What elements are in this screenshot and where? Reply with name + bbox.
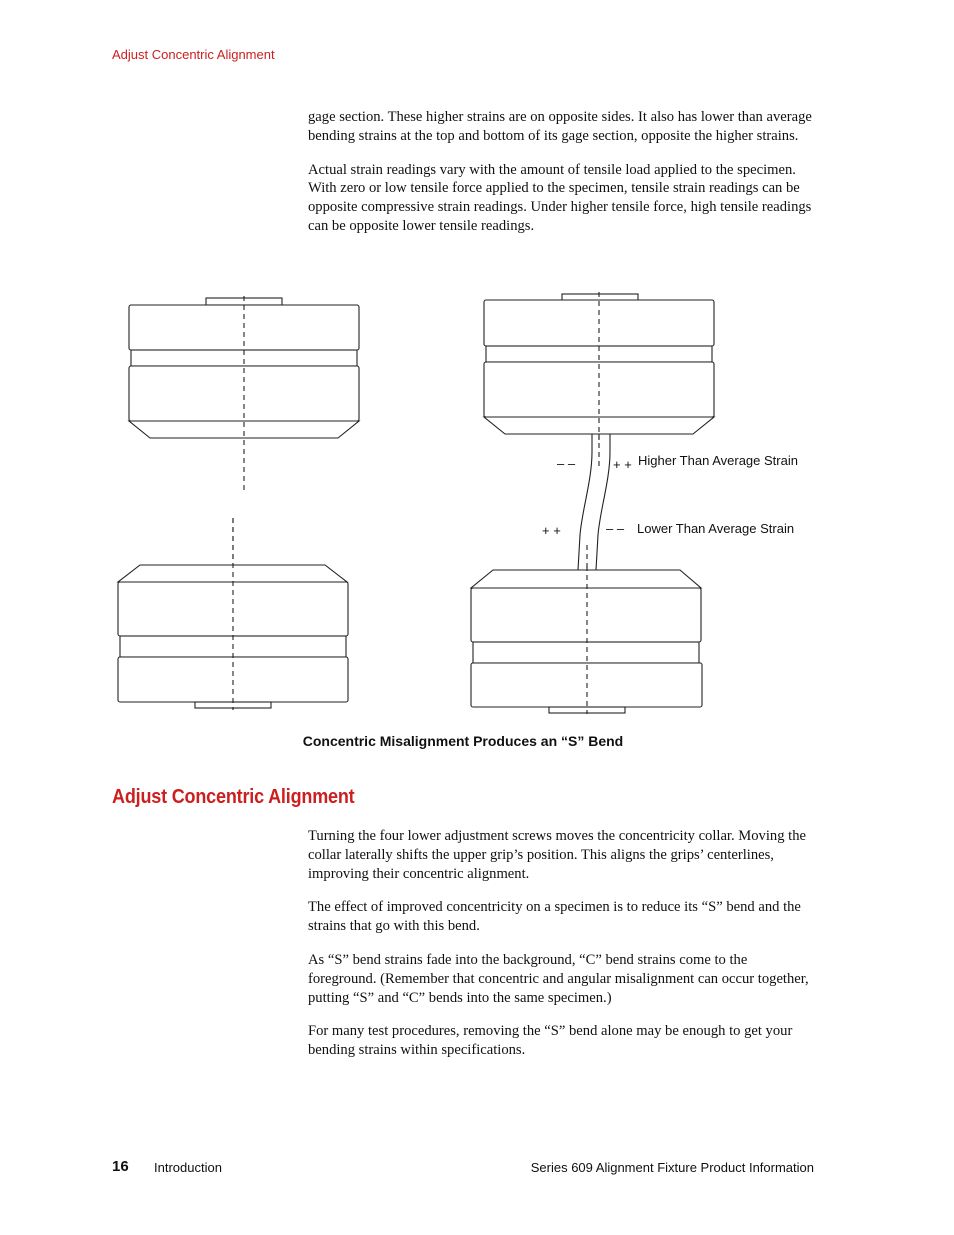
left-lower-grip	[118, 518, 348, 710]
figure-caption: Concentric Misalignment Produces an “S” Bend	[302, 733, 624, 749]
strain-minus-upper: – –	[557, 456, 576, 471]
intro-text	[308, 108, 818, 251]
intro-paragraph-2: Actual strain readings vary with the amount of tensile load applied to the specimen. With zero or low tensile force applied to the specimen, tensile strain readings can be opposite compressive strain readings. Under higher tensile force, high tensile readings can be opposite lower tensile readings.	[308, 161, 812, 234]
running-header: Adjust Concentric Alignment	[112, 47, 275, 62]
section-paragraph-1: Turning the four lower adjustment screws moves the concentricity collar. Moving the collar laterally shifts the upper grip’s position. This aligns the grips’ centerlines, improving their concentric alignment.	[308, 828, 806, 882]
strain-plus-upper: + +	[613, 457, 632, 472]
section-paragraph-2: The effect of improved concentricity on a specimen is to reduce its “S” bend and the strains that go with this bend.	[308, 899, 801, 935]
s-bent-specimen	[578, 434, 610, 570]
footer-section: Introduction	[154, 1160, 222, 1175]
left-upper-grip	[129, 296, 359, 490]
lower-strain-label: Lower Than Average Strain	[637, 521, 795, 536]
right-upper-grip	[484, 292, 714, 440]
section-paragraph-4: For many test procedures, removing the “S” bend alone may be enough to get your bending strains within specifications.	[308, 1023, 793, 1059]
section-paragraph-3: As “S” bend strains fade into the background, “C” bend strains come to the foreground. (Remember that concentric and angular misalignment can occur together, putting “S” and “C” bends into the same specimen.)	[308, 951, 809, 1006]
section-heading: Adjust Concentric Alignment	[112, 786, 355, 808]
strain-plus-lower: + +	[542, 523, 561, 538]
section-text	[308, 827, 818, 1075]
strain-minus-lower: – –	[606, 521, 625, 536]
page-number: 16	[112, 1158, 129, 1175]
intro-paragraph-1: gage section. These higher strains are on opposite sides. It also has lower than average bending strains at the top and bottom of its gage section, opposite the higher strains.	[308, 109, 812, 144]
right-lower-grip	[471, 566, 702, 714]
s-bend-figure	[100, 285, 840, 725]
higher-strain-label: Higher Than Average Strain	[638, 453, 798, 468]
footer-document-title: Series 609 Alignment Fixture Product Information	[530, 1160, 814, 1175]
grip-diagram	[100, 285, 840, 725]
